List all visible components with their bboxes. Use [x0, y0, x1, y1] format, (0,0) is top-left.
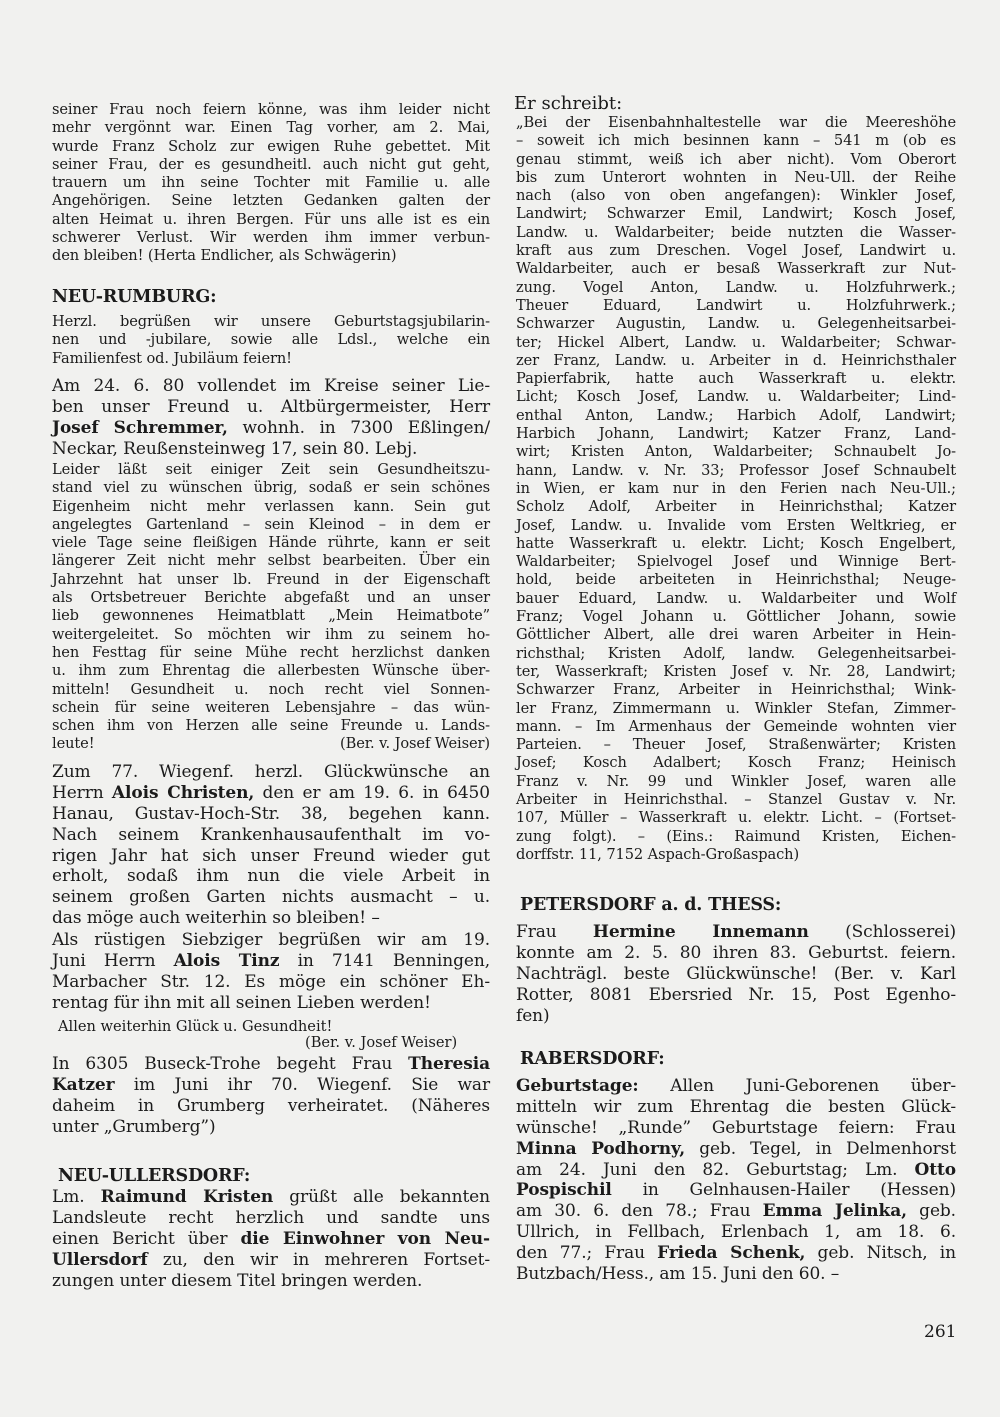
text-line: enthal Anton, Landw.; Harbich Adolf, Landwirt; [516, 406, 956, 424]
text-line: Theuer Eduard, Landwirt u. Holzfuhrwerk.; [516, 296, 956, 314]
neu-rumburg-greeting [52, 313, 490, 368]
text-line: u. ihm zum Ehrentag die allerbesten Wünsche über- [52, 662, 490, 680]
text-line: Pospischil in Gelnhausen-Hailer (Hessen) [516, 1180, 956, 1201]
text-line: Minna Podhorny, geb. Tegel, in Delmenhorst [516, 1138, 956, 1159]
text-line: mitteln wir zum Ehrentag die besten Glück- [516, 1096, 956, 1117]
text-line: genau stimmt, weiß ich aber nicht). Vom Oberort [516, 150, 956, 168]
text-line: Rotter, 8081 Ebersried Nr. 15, Post Egenho- [516, 984, 956, 1005]
text-line: hold, beide arbeiteten in Heinrichsthal; Neuge- [516, 571, 956, 589]
text-line: Licht; Kosch Josef, Landw. u. Waldarbeiter; Lind- [516, 388, 956, 406]
text-line: Ullrich, in Fellbach, Erlenbach 1, am 18. 6. [516, 1222, 956, 1243]
text-line: Josef Schremmer, wohnh. in 7300 Eßlingen/ [52, 417, 490, 438]
obituary-continuation [52, 101, 490, 266]
bold-name: Theresia [408, 1054, 490, 1074]
text-line: – soweit ich mich besinnen kann – 541 m (ob es [516, 132, 956, 150]
text-line: hann, Landw. v. Nr. 33; Professor Josef Schnaubelt [516, 461, 956, 479]
text-line: zungen unter diesem Titel bringen werden. [52, 1270, 423, 1291]
text-line: alten Heimat u. ihren Bergen. Für uns alle ist es ein [52, 210, 490, 228]
text-line: längerer Zeit nicht mehr selbst bearbeiten. Über ein [52, 552, 490, 570]
text-line: seiner Frau noch feiern könne, was ihm leider nicht [52, 101, 490, 118]
text-line: viele Tage seine fleißigen Hände rührte, kann er seit [52, 534, 490, 552]
bold-name: Raimund Kristen [100, 1187, 274, 1207]
text-line: ben unser Freund u. Altbürgermeister, Herr [52, 396, 490, 417]
text-line: zer Franz, Landw. u. Arbeiter in d. Heinrichsthaler [516, 351, 956, 369]
text-line: Katzer im Juni ihr 70. Wiegenf. Sie war [52, 1074, 490, 1095]
text-line: Herzl. begrüßen wir unsere Geburtstagsjubilarin- [52, 313, 490, 330]
text-line: schwerer Verlust. Wir werden ihm immer verbun- [52, 229, 490, 247]
text-line: Butzbach/Hess., am 15. Juni den 60. – [516, 1264, 840, 1285]
text-line: Neckar, Reußensteinweg 17, sein 80. Lebj. [52, 438, 418, 459]
text-line: bauer Eduard, Landw. u. Waldarbeiter und Wolf [516, 589, 956, 607]
text-line: hatte Wasserkraft u. elektr. Licht; Kosch Engelbert, [516, 534, 956, 552]
text-line: nen und -jubilare, sowie alle Ldsl., welche ein [52, 331, 490, 349]
text-line: Ullersdorf zu, den wir in mehreren Fortset- [52, 1249, 490, 1270]
text-line: Franz v. Nr. 99 und Winkler Josef, waren alle [516, 772, 956, 790]
schremmer-tribute [52, 461, 490, 754]
bold-name: Alois Christen, [111, 782, 255, 803]
text-line: am 30. 6. den 78.; Frau Emma Jelinka, geb. [516, 1201, 956, 1222]
bold-name: Pospischil [516, 1180, 612, 1201]
katzer-birthday [52, 1054, 490, 1138]
text-line: einen Bericht über die Einwohner von Neu- [52, 1228, 490, 1249]
text-line: als Ortsbetreuer Berichte abgefaßt und an unser [52, 589, 490, 607]
text-line: Als rüstigen Siebziger begrüßen wir am 19. [52, 930, 490, 950]
text-line: wurde Franz Scholz zur ewigen Ruhe gebettet. Mit [52, 137, 490, 155]
text-line: Leider läßt seit einiger Zeit sein Gesundheitszu- [52, 461, 490, 478]
text-line: mann. – Im Armenhaus der Gemeinde wohnten vier [516, 717, 956, 735]
text-line: Papierfabrik, hatte auch Wasserkraft u. elektr. [516, 370, 956, 388]
text-segment: (Ber. v. Josef Weiser) [339, 735, 490, 753]
text-line: richsthal; Kristen Adolf, landw. Gelegenheitsarbei- [516, 644, 956, 662]
text-line: Lm. Raimund Kristen grüßt alle bekannten [52, 1187, 490, 1207]
text-line: 107, Müller – Wasserkraft u. elektr. Licht. – (Fortset- [516, 809, 956, 827]
bold-name: Katzer [52, 1074, 115, 1095]
text-line: nach (also von oben angefangen): Winkler Josef, [516, 187, 956, 205]
bold-name: die Einwohner von Neu- [240, 1228, 490, 1249]
bold-name: Josef Schremmer, [52, 417, 228, 438]
bold-name: Emma Jelinka, [762, 1201, 907, 1222]
text-line: fen) [516, 1005, 550, 1026]
text-line: Arbeiter in Heinrichsthal. – Stanzel Gustav v. Nr. [516, 790, 956, 808]
bold-name: Otto [914, 1159, 956, 1180]
text-line: Josef; Kosch Adalbert; Kosch Franz; Heinisch [516, 754, 956, 772]
text-line: Schwarzer Franz, Arbeiter in Heinrichsthal; Wink- [516, 681, 956, 699]
text-line: Nach seinem Krankenhausaufenthalt im vo- [52, 824, 490, 845]
text-line: Josef, Landw. u. Invalide vom Ersten Weltkrieg, er [516, 516, 956, 534]
christen-birthday [52, 762, 490, 929]
bold-name: Ullersdorf [52, 1249, 148, 1270]
text-line: zung. Vogel Anton, Landw. u. Holzfuhrwerk.; [516, 278, 956, 296]
text-line: unter „Grumberg”) [52, 1116, 216, 1137]
schremmer-birthday [52, 376, 490, 460]
signature: (Ber. v. Josef Weiser) [305, 1034, 458, 1051]
text-line: Waldarbeiter, auch er besaß Wasserkraft zur Nut- [516, 260, 956, 278]
section-heading-petersdorf: PETERSDORF a. d. THESS: [520, 895, 782, 915]
bold-name: Geburtstage: [516, 1076, 639, 1096]
text-line: zung folgt). – (Eins.: Raimund Kristen, Eichen- [516, 827, 956, 845]
text-line: schen ihm von Herzen alle seine Freunde u. Lands- [52, 717, 490, 735]
text-line: Geburtstage: Allen Juni-Geborenen über- [516, 1076, 956, 1096]
innemann-birthday [516, 922, 956, 1026]
text-line: „Bei der Eisenbahnhaltestelle war die Meereshöhe [516, 114, 956, 131]
text-line: Nachträgl. beste Glückwünsche! (Ber. v. Karl [516, 963, 956, 984]
text-line: Jahrzehnt hat unser lb. Freund in der Eigenschaft [52, 570, 490, 588]
text-line: Angehörigen. Seine letzten Gedanken galten der [52, 192, 490, 210]
text-line: Marbacher Str. 12. Es möge ein schöner Eh- [52, 971, 490, 992]
text-line: mehr vergönnt war. Einen Tag vorher, am 2. Mai, [52, 119, 490, 137]
text-line: den 77.; Frau Frieda Schenk, geb. Nitsch, in [516, 1243, 956, 1264]
text-line: lieb gewonnenes Heimatblatt „Mein Heimatbote” [52, 607, 490, 625]
text-line: am 24. Juni den 82. Geburtstag; Lm. Otto [516, 1159, 956, 1180]
text-line: wirt; Kristen Anton, Waldarbeiter; Schnaubelt Jo- [516, 443, 956, 461]
section-heading-neu-rumburg: NEU-RUMBURG: [52, 287, 217, 307]
text-line: Parteien. – Theuer Josef, Straßenwärter; Kristen [516, 736, 956, 754]
rabersdorf-birthdays [516, 1076, 956, 1285]
text-line: seiner Frau, der es gesundheitl. auch nicht gut geht, [52, 155, 490, 173]
inhabitants-list [516, 114, 956, 864]
text-line: schein für seine weiteren Lebensjahre – das wün- [52, 698, 490, 716]
text-line: rigen Jahr hat sich unser Freund wieder gut [52, 845, 490, 866]
kristen-report-intro [52, 1187, 490, 1291]
text-line: Landsleute recht herzlich und sandte uns [52, 1207, 490, 1228]
section-heading-rabersdorf: RABERSDORF: [520, 1049, 665, 1069]
text-line: dorffstr. 11, 7152 Aspach-Großaspach) [516, 845, 800, 863]
text-line: weitergeleitet. So möchten wir ihm zu seinem ho- [52, 625, 490, 643]
text-line: mitteln! Gesundheit u. noch recht viel Sonnen- [52, 680, 490, 698]
text-line: trauern um ihn seine Tochter mit Familie u. alle [52, 174, 490, 192]
text-line: in Wien, er kam nur in den Ferien nach Neu-Ull.; [516, 479, 956, 497]
text-line: bis zum Unterort wohnten in Neu-Ull. der Reihe [516, 168, 956, 186]
text-line: Familienfest od. Jubiläum feiern! [52, 349, 292, 367]
text-line: Scholz Adolf, Arbeiter in Heinrichsthal; Katzer [516, 498, 956, 516]
text-line: Harbich Johann, Landwirt; Katzer Franz, Land- [516, 425, 956, 443]
text-line: Zum 77. Wiegenf. herzl. Glückwünsche an [52, 762, 490, 782]
closing-wish: Allen weiterhin Glück u. Gesundheit! [58, 1018, 333, 1035]
text-line: wünsche! „Runde” Geburtstage feiern: Frau [516, 1117, 956, 1138]
text-line: Herrn Alois Christen, den er am 19. 6. in 6450 [52, 782, 490, 803]
text-line: Waldarbeiter; Spielvogel Josef und Winnige Bert- [516, 553, 956, 571]
text-line: ter; Hickel Albert, Landw. u. Waldarbeiter; Schwar- [516, 333, 956, 351]
text-line: das möge auch weiterhin so bleiben! – [52, 908, 380, 929]
text-line: Göttlicher Albert, alle drei waren Arbeiter in Hein- [516, 626, 956, 644]
text-line: Am 24. 6. 80 vollendet im Kreise seiner Lie- [52, 376, 490, 396]
text-line: konnte am 2. 5. 80 ihren 83. Geburtst. feiern. [516, 942, 956, 963]
er-schreibt-label: Er schreibt: [514, 93, 623, 114]
text-line: Eigenheim nicht mehr verlassen kann. Sein gut [52, 497, 490, 515]
bold-name: Alois Tinz [173, 950, 280, 971]
text-line: In 6305 Buseck-Trohe begeht Frau Theresia [52, 1054, 490, 1074]
text-line: daheim in Grumberg verheiratet. (Näheres [52, 1095, 490, 1116]
text-line: rentag für ihn mit all seinen Lieben werden! [52, 992, 431, 1013]
text-line: hen Festtag für seine Mühe recht herzlichst danken [52, 643, 490, 661]
text-line: stand viel zu wünschen übrig, sodaß er sein schönes [52, 479, 490, 497]
bold-name: Minna Podhorny, [516, 1138, 686, 1159]
text-line: den bleiben! (Herta Endlicher, als Schwägerin) [52, 247, 397, 265]
bold-name: Hermine Innemann [592, 922, 809, 942]
text-line [52, 735, 490, 753]
text-line: angelegtes Gartenland – sein Kleinod – in dem er [52, 515, 490, 533]
text-line: Schwarzer Augustin, Landw. u. Gelegenheitsarbei- [516, 315, 956, 333]
page-number: 261 [924, 1322, 957, 1342]
text-line: kraft aus zum Dreschen. Vogel Josef, Landwirt u. [516, 242, 956, 260]
text-line: ler Franz, Zimmermann u. Winkler Stefan, Zimmer- [516, 699, 956, 717]
text-line: Hanau, Gustav-Hoch-Str. 38, begehen kann. [52, 803, 490, 824]
text-line: Juni Herrn Alois Tinz in 7141 Benningen, [52, 950, 490, 971]
text-line: seinem großen Garten nichts ausmacht – u. [52, 887, 490, 908]
text-segment: leute! [52, 735, 95, 753]
tinz-birthday [52, 930, 490, 1014]
text-line: erholt, sodaß ihm nun die viele Arbeit in [52, 866, 490, 887]
text-line: Franz; Vogel Johann u. Göttlicher Johann, sowie [516, 608, 956, 626]
text-line: Landw. u. Waldarbeiter; beide nutzten die Wasser- [516, 223, 956, 241]
text-line: Landwirt; Schwarzer Emil, Landwirt; Kosch Josef, [516, 205, 956, 223]
section-heading-neu-ullersdorf: NEU-ULLERSDORF: [58, 1166, 251, 1186]
text-line: Frau Hermine Innemann (Schlosserei) [516, 922, 956, 942]
text-line: ter, Wasserkraft; Kristen Josef v. Nr. 28, Landwirt; [516, 662, 956, 680]
bold-name: Frieda Schenk, [657, 1243, 806, 1264]
